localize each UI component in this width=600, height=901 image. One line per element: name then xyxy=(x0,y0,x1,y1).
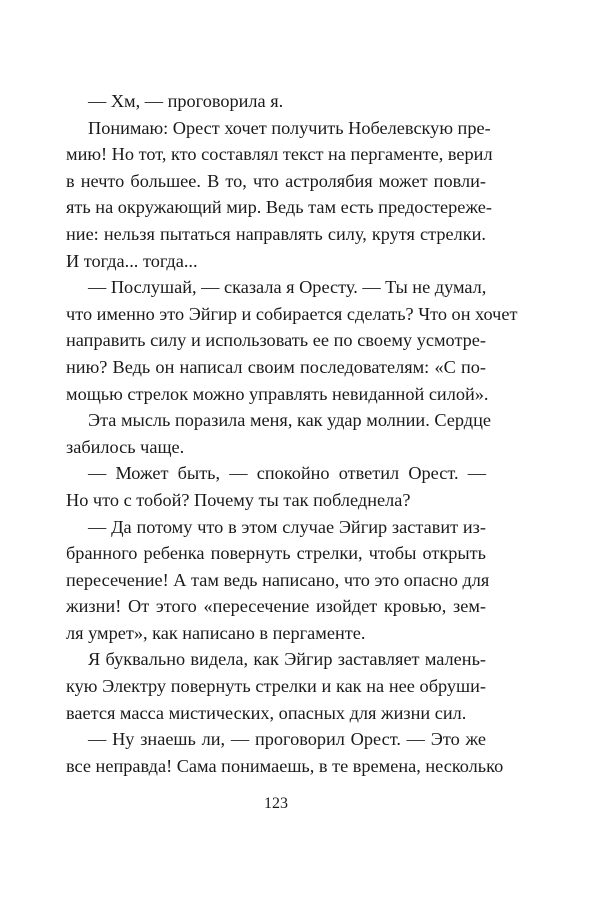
text-line: ля умрет», как написано в пергаменте. xyxy=(66,622,366,643)
text-line: пересечение! А там ведь написано, что это опасно для xyxy=(66,569,490,590)
body-text xyxy=(66,88,518,779)
text-line: нию? Ведь он написал своим последователям: «С по- xyxy=(66,356,486,377)
text-line: бранного ребенка повернуть стрелки, чтобы открыть xyxy=(66,543,486,564)
text-line: все неправда! Сама понимаешь, в те времена, несколько xyxy=(66,755,504,776)
text-line: ять на окружающий мир. Ведь там есть предостереже- xyxy=(66,197,492,218)
text-line: ние: нельзя пытаться направлять силу, крутя стрелки. xyxy=(66,223,486,244)
text-line: Но что с тобой? Почему ты так побледнела? xyxy=(66,489,411,510)
text-line: — Может быть, — спокойно ответил Орест. — xyxy=(88,463,486,484)
text-line: — Послушай, — сказала я Оресту. — Ты не думал, xyxy=(88,277,487,298)
text-line: кую Электру повернуть стрелки и как на нее обруши- xyxy=(66,676,486,697)
text-line: И тогда... тогда... xyxy=(66,250,198,271)
text-line: жизни! От этого «пересечение изойдет кровью, зем- xyxy=(66,596,486,617)
text-line: — Да потому что в этом случае Эйгир заставит из- xyxy=(88,516,486,537)
text-line: мию! Но тот, кто составлял текст на пергаменте, верил xyxy=(66,144,493,165)
text-line: — Ну знаешь ли, — проговорил Орест. — Это же xyxy=(88,729,486,750)
text-line: мощью стрелок можно управлять невиданной силой». xyxy=(66,383,489,404)
text-line: — Хм, — проговорила я. xyxy=(88,91,284,111)
text-line: направить силу и использовать ее по своему усмотре- xyxy=(66,330,486,351)
book-page xyxy=(66,88,518,848)
text-line: Эта мысль поразила меня, как удар молнии. Сердце xyxy=(88,410,491,431)
text-line: Я буквально видела, как Эйгир заставляет малень- xyxy=(88,649,486,670)
text-line: забилось чаще. xyxy=(66,436,185,457)
text-line: Понимаю: Орест хочет получить Нобелевскую пре- xyxy=(88,117,491,138)
text-line: вается масса мистических, опасных для жизни сил. xyxy=(66,702,467,723)
page-number: 123 xyxy=(264,795,288,812)
text-line: в нечто большее. В то, что астролябия может повли- xyxy=(66,170,486,191)
text-line: что именно это Эйгир и собирается сделать? Что он хочет xyxy=(66,303,518,324)
